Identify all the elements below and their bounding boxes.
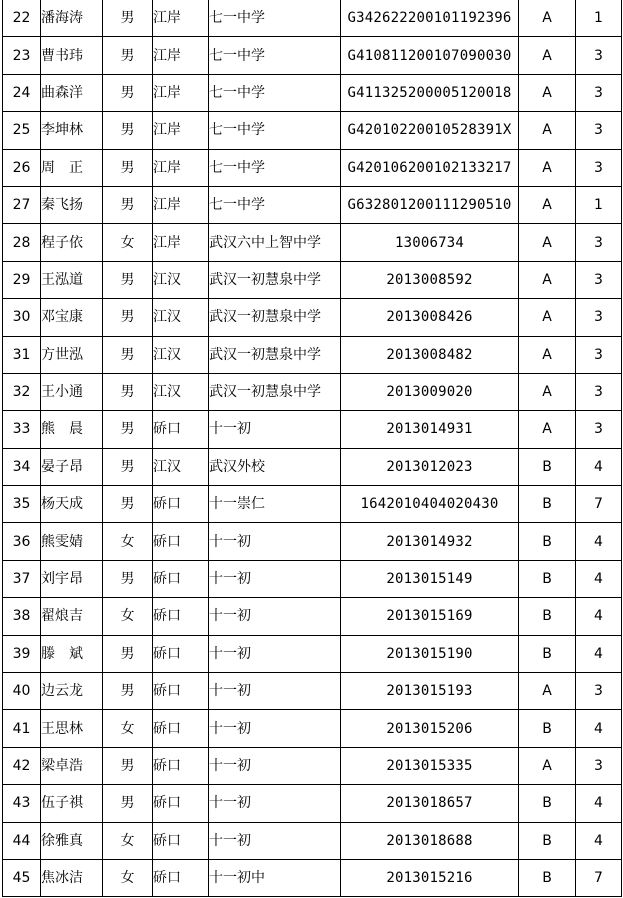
student-id-cell: 1642010404020430 — [341, 486, 519, 523]
row-number-cell: 27 — [3, 186, 41, 223]
row-number-cell: 36 — [3, 523, 41, 560]
grade-cell: B — [519, 635, 576, 672]
student-name-cell: 翟烺吉 — [41, 598, 103, 635]
student-name-cell: 伍子祺 — [41, 785, 103, 822]
row-number-cell: 29 — [3, 261, 41, 298]
row-number-cell: 23 — [3, 37, 41, 74]
district-cell: 江岸 — [153, 186, 209, 223]
row-number-cell: 42 — [3, 747, 41, 784]
level-cell: 4 — [576, 523, 622, 560]
table-row — [3, 710, 622, 747]
school-cell: 七一中学 — [209, 186, 341, 223]
gender-cell: 女 — [103, 224, 153, 261]
student-name-cell: 邓宝康 — [41, 299, 103, 336]
school-cell: 七一中学 — [209, 74, 341, 111]
table-row — [3, 598, 622, 635]
student-id-cell: G342622200101192396 — [341, 0, 519, 37]
school-cell: 七一中学 — [209, 37, 341, 74]
school-cell: 十一初 — [209, 747, 341, 784]
district-cell: 硚口 — [153, 785, 209, 822]
row-number-cell: 31 — [3, 336, 41, 373]
student-name-cell: 李坤林 — [41, 112, 103, 149]
school-cell: 武汉一初慧泉中学 — [209, 261, 341, 298]
student-id-cell: G420106200102133217 — [341, 149, 519, 186]
student-name-cell: 边云龙 — [41, 673, 103, 710]
student-id-cell: 2013015149 — [341, 560, 519, 597]
row-number-cell: 39 — [3, 635, 41, 672]
district-cell: 硚口 — [153, 710, 209, 747]
gender-cell: 男 — [103, 373, 153, 410]
level-cell: 3 — [576, 74, 622, 111]
level-cell: 3 — [576, 411, 622, 448]
table-row — [3, 411, 622, 448]
level-cell: 3 — [576, 673, 622, 710]
level-cell: 7 — [576, 486, 622, 523]
gender-cell: 男 — [103, 785, 153, 822]
table-row — [3, 560, 622, 597]
student-id-cell: 2013015193 — [341, 673, 519, 710]
student-name-cell: 晏子昂 — [41, 448, 103, 485]
student-id-cell: 2013015206 — [341, 710, 519, 747]
grade-cell: A — [519, 373, 576, 410]
gender-cell: 女 — [103, 710, 153, 747]
student-name-cell: 周 正 — [41, 149, 103, 186]
grade-cell: B — [519, 859, 576, 896]
table-row — [3, 112, 622, 149]
row-number-cell: 37 — [3, 560, 41, 597]
district-cell: 江汉 — [153, 299, 209, 336]
school-cell: 十一初 — [209, 560, 341, 597]
grade-cell: A — [519, 336, 576, 373]
student-name-cell: 王小通 — [41, 373, 103, 410]
grade-cell: A — [519, 37, 576, 74]
student-name-cell: 滕 斌 — [41, 635, 103, 672]
table-row — [3, 0, 622, 37]
district-cell: 江岸 — [153, 37, 209, 74]
gender-cell: 男 — [103, 486, 153, 523]
row-number-cell: 45 — [3, 859, 41, 896]
level-cell: 4 — [576, 635, 622, 672]
row-number-cell: 25 — [3, 112, 41, 149]
student-id-cell: 2013012023 — [341, 448, 519, 485]
gender-cell: 女 — [103, 822, 153, 859]
student-id-cell: 2013015169 — [341, 598, 519, 635]
grade-cell: A — [519, 74, 576, 111]
row-number-cell: 33 — [3, 411, 41, 448]
school-cell: 十一初中 — [209, 859, 341, 896]
student-name-cell: 杨天成 — [41, 486, 103, 523]
table-row — [3, 859, 622, 896]
table-row — [3, 448, 622, 485]
grade-cell: A — [519, 299, 576, 336]
table-row — [3, 373, 622, 410]
grade-cell: B — [519, 710, 576, 747]
district-cell: 硚口 — [153, 560, 209, 597]
student-id-cell: G411325200005120018 — [341, 74, 519, 111]
student-id-cell: G410811200107090030 — [341, 37, 519, 74]
student-name-cell: 程子依 — [41, 224, 103, 261]
table-row — [3, 224, 622, 261]
level-cell: 4 — [576, 560, 622, 597]
grade-cell: A — [519, 411, 576, 448]
grade-cell: A — [519, 186, 576, 223]
level-cell: 3 — [576, 261, 622, 298]
grade-cell: B — [519, 486, 576, 523]
row-number-cell: 30 — [3, 299, 41, 336]
grade-cell: A — [519, 0, 576, 37]
district-cell: 硚口 — [153, 859, 209, 896]
grade-cell: A — [519, 747, 576, 784]
grade-cell: B — [519, 598, 576, 635]
student-id-cell: 2013018688 — [341, 822, 519, 859]
table-row — [3, 336, 622, 373]
gender-cell: 男 — [103, 112, 153, 149]
school-cell: 十一初 — [209, 822, 341, 859]
level-cell: 3 — [576, 299, 622, 336]
level-cell: 4 — [576, 785, 622, 822]
gender-cell: 男 — [103, 186, 153, 223]
school-cell: 十一初 — [209, 710, 341, 747]
level-cell: 3 — [576, 373, 622, 410]
level-cell: 3 — [576, 747, 622, 784]
student-name-cell: 曹书玮 — [41, 37, 103, 74]
district-cell: 江岸 — [153, 149, 209, 186]
table-row — [3, 186, 622, 223]
school-cell: 武汉一初慧泉中学 — [209, 373, 341, 410]
student-id-cell: 13006734 — [341, 224, 519, 261]
gender-cell: 男 — [103, 74, 153, 111]
level-cell: 4 — [576, 598, 622, 635]
student-id-cell: 2013008592 — [341, 261, 519, 298]
district-cell: 江汉 — [153, 261, 209, 298]
school-cell: 武汉一初慧泉中学 — [209, 299, 341, 336]
district-cell: 江岸 — [153, 112, 209, 149]
student-name-cell: 秦飞扬 — [41, 186, 103, 223]
school-cell: 十一初 — [209, 523, 341, 560]
table-row — [3, 74, 622, 111]
district-cell: 硚口 — [153, 411, 209, 448]
district-cell: 硚口 — [153, 486, 209, 523]
gender-cell: 男 — [103, 673, 153, 710]
row-number-cell: 28 — [3, 224, 41, 261]
school-cell: 十一初 — [209, 411, 341, 448]
row-number-cell: 38 — [3, 598, 41, 635]
gender-cell: 男 — [103, 299, 153, 336]
row-number-cell: 41 — [3, 710, 41, 747]
table-row — [3, 523, 622, 560]
district-cell: 硚口 — [153, 822, 209, 859]
school-cell: 十一初 — [209, 598, 341, 635]
student-name-cell: 王泓道 — [41, 261, 103, 298]
row-number-cell: 44 — [3, 822, 41, 859]
school-cell: 十一崇仁 — [209, 486, 341, 523]
gender-cell: 女 — [103, 859, 153, 896]
district-cell: 硚口 — [153, 598, 209, 635]
gender-cell: 男 — [103, 0, 153, 37]
level-cell: 3 — [576, 224, 622, 261]
level-cell: 4 — [576, 710, 622, 747]
row-number-cell: 34 — [3, 448, 41, 485]
table-row — [3, 635, 622, 672]
student-id-cell: 2013009020 — [341, 373, 519, 410]
student-id-cell: 2013014932 — [341, 523, 519, 560]
student-id-cell: G42010220010528391X — [341, 112, 519, 149]
grade-cell: B — [519, 822, 576, 859]
district-cell: 江岸 — [153, 0, 209, 37]
level-cell: 4 — [576, 822, 622, 859]
table-row — [3, 486, 622, 523]
student-id-cell: 2013015190 — [341, 635, 519, 672]
table-row — [3, 785, 622, 822]
student-id-cell: 2013008426 — [341, 299, 519, 336]
gender-cell: 女 — [103, 598, 153, 635]
district-cell: 江汉 — [153, 336, 209, 373]
row-number-cell: 22 — [3, 0, 41, 37]
grade-cell: B — [519, 785, 576, 822]
level-cell: 1 — [576, 186, 622, 223]
roster-body — [3, 0, 622, 897]
level-cell: 3 — [576, 149, 622, 186]
student-id-cell: 2013008482 — [341, 336, 519, 373]
table-row — [3, 37, 622, 74]
grade-cell: A — [519, 224, 576, 261]
table-row — [3, 822, 622, 859]
table-row — [3, 149, 622, 186]
school-cell: 七一中学 — [209, 149, 341, 186]
level-cell: 3 — [576, 37, 622, 74]
gender-cell: 男 — [103, 261, 153, 298]
school-cell: 武汉一初慧泉中学 — [209, 336, 341, 373]
table-row — [3, 299, 622, 336]
school-cell: 十一初 — [209, 673, 341, 710]
school-cell: 七一中学 — [209, 0, 341, 37]
grade-cell: A — [519, 673, 576, 710]
district-cell: 硚口 — [153, 635, 209, 672]
gender-cell: 男 — [103, 149, 153, 186]
level-cell: 3 — [576, 336, 622, 373]
gender-cell: 女 — [103, 523, 153, 560]
school-cell: 十一初 — [209, 635, 341, 672]
school-cell: 武汉外校 — [209, 448, 341, 485]
grade-cell: B — [519, 448, 576, 485]
student-name-cell: 刘宇昂 — [41, 560, 103, 597]
district-cell: 硚口 — [153, 673, 209, 710]
level-cell: 1 — [576, 0, 622, 37]
student-id-cell: 2013015216 — [341, 859, 519, 896]
student-id-cell: G632801200111290510 — [341, 186, 519, 223]
district-cell: 江汉 — [153, 373, 209, 410]
school-cell: 七一中学 — [209, 112, 341, 149]
school-cell: 武汉六中上智中学 — [209, 224, 341, 261]
grade-cell: A — [519, 149, 576, 186]
table-row — [3, 747, 622, 784]
student-name-cell: 潘海涛 — [41, 0, 103, 37]
gender-cell: 男 — [103, 448, 153, 485]
school-cell: 十一初 — [209, 785, 341, 822]
district-cell: 江岸 — [153, 224, 209, 261]
table-row — [3, 673, 622, 710]
gender-cell: 男 — [103, 411, 153, 448]
district-cell: 硚口 — [153, 523, 209, 560]
student-name-cell: 梁卓浩 — [41, 747, 103, 784]
grade-cell: B — [519, 523, 576, 560]
student-name-cell: 曲森洋 — [41, 74, 103, 111]
row-number-cell: 26 — [3, 149, 41, 186]
level-cell: 4 — [576, 448, 622, 485]
gender-cell: 男 — [103, 747, 153, 784]
gender-cell: 男 — [103, 560, 153, 597]
grade-cell: B — [519, 560, 576, 597]
student-id-cell: 2013015335 — [341, 747, 519, 784]
gender-cell: 男 — [103, 635, 153, 672]
student-name-cell: 方世泓 — [41, 336, 103, 373]
level-cell: 3 — [576, 112, 622, 149]
row-number-cell: 35 — [3, 486, 41, 523]
student-name-cell: 王思林 — [41, 710, 103, 747]
district-cell: 江岸 — [153, 74, 209, 111]
student-name-cell: 熊 晨 — [41, 411, 103, 448]
row-number-cell: 24 — [3, 74, 41, 111]
row-number-cell: 40 — [3, 673, 41, 710]
gender-cell: 男 — [103, 37, 153, 74]
student-id-cell: 2013014931 — [341, 411, 519, 448]
gender-cell: 男 — [103, 336, 153, 373]
district-cell: 江汉 — [153, 448, 209, 485]
student-roster-table — [2, 0, 622, 897]
district-cell: 硚口 — [153, 747, 209, 784]
table-row — [3, 261, 622, 298]
row-number-cell: 32 — [3, 373, 41, 410]
level-cell: 7 — [576, 859, 622, 896]
row-number-cell: 43 — [3, 785, 41, 822]
student-name-cell: 焦冰洁 — [41, 859, 103, 896]
student-id-cell: 2013018657 — [341, 785, 519, 822]
grade-cell: A — [519, 112, 576, 149]
grade-cell: A — [519, 261, 576, 298]
student-name-cell: 熊雯婧 — [41, 523, 103, 560]
student-name-cell: 徐雅真 — [41, 822, 103, 859]
